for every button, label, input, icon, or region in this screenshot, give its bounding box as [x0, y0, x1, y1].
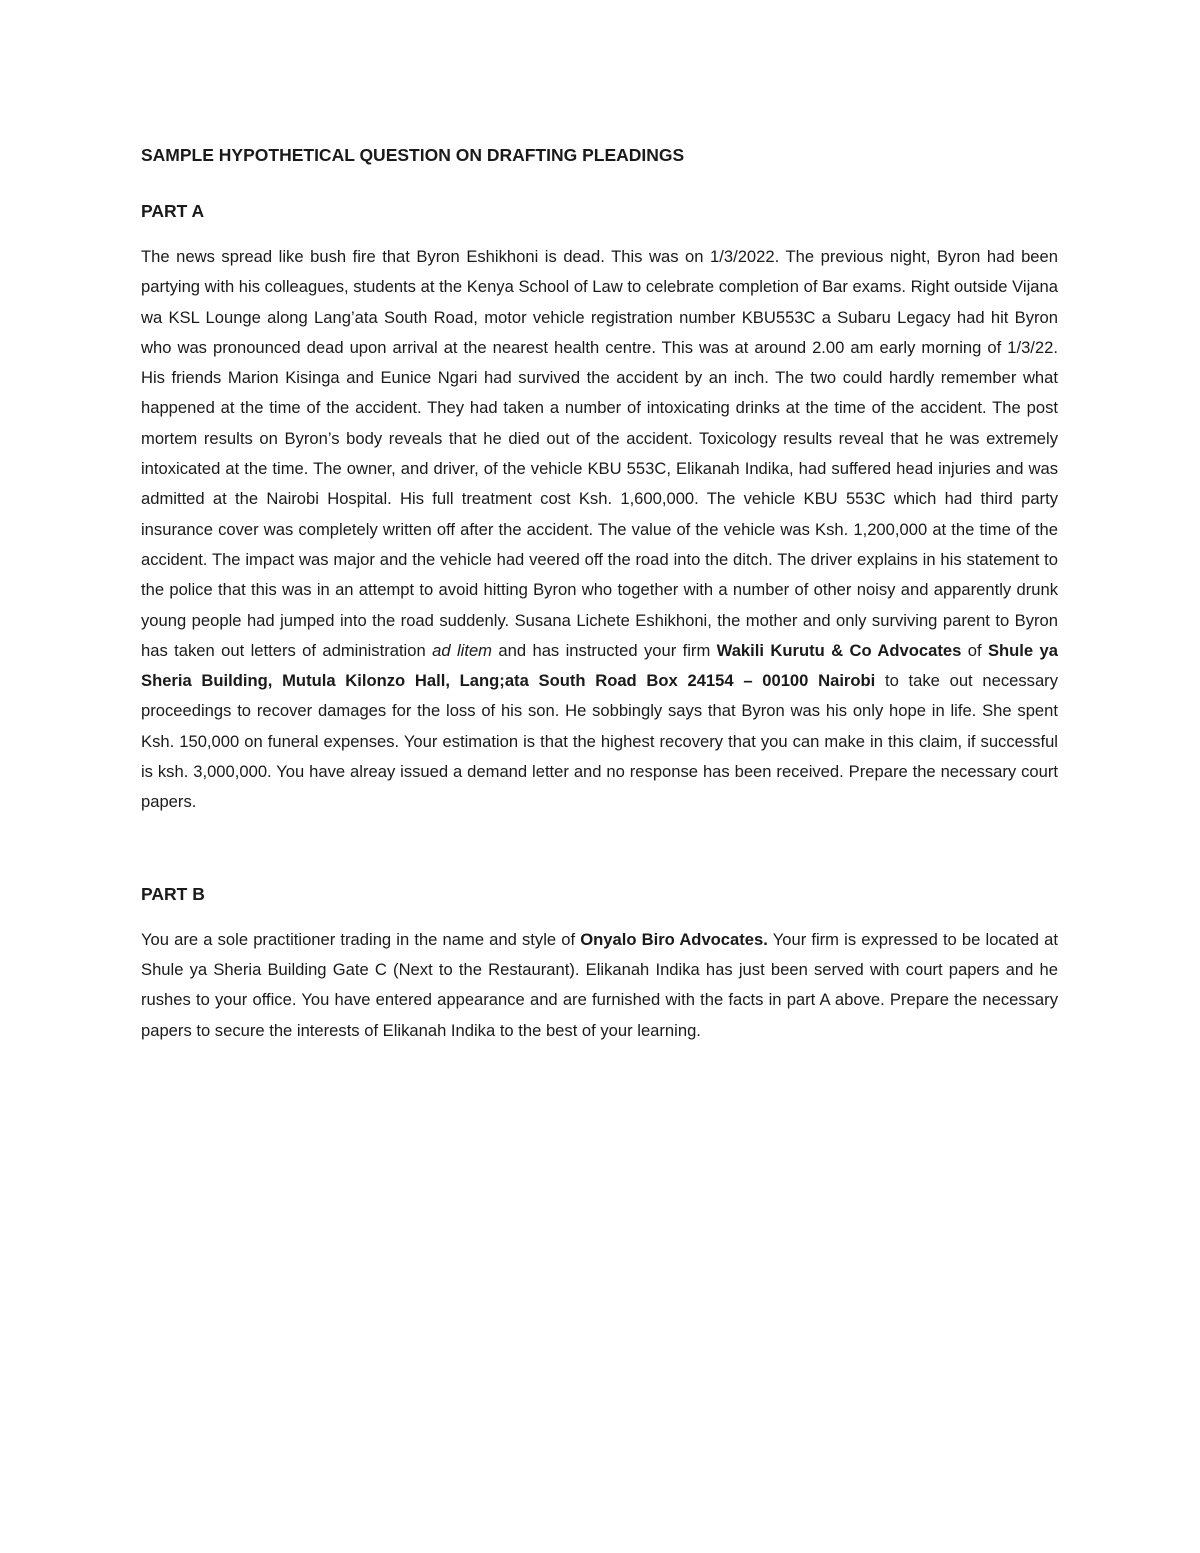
part-b-section — [141, 879, 1058, 1046]
part-a-text-4: to take out necessary proceedings to recover damages for the loss of his son. He sobbingly says that Byron was his only hope in life. She spent Ksh. 150,000 on funeral expenses. Your estimation is that the highest recovery that you can make in this claim, if successful is ksh. 3,000,000. You have alreay issued a demand letter and no response has been received. Prepare the necessary court papers. — [141, 671, 1058, 812]
part-a-text-3: of — [961, 640, 988, 660]
part-b-text-1: You are a sole practitioner trading in the name and style of — [141, 929, 581, 949]
part-a-text-1: The news spread like bush fire that Byron Eshikhoni is dead. This was on 1/3/2022. The previous night, Byron had been partying with his colleagues, students at the Kenya School of Law to celebrate completion of Bar exams. Right outside Vijana wa KSL Lounge along Lang’ata South Road, motor vehicle registration number KBU553C a Subaru Legacy had hit Byron who was pronounced dead upon arrival at the nearest health centre. This was at around 2.00 am early morning of 1/3/22. His friends Marion Kisinga and Eunice Ngari had survived the accident by an inch. The two could hardly remember what happened at the time of the accident. They had taken a number of intoxicating drinks at the time of the accident. The post mortem results on Byron’s body reveals that he died out of the accident. Toxicology results reveal that he was extremely intoxicated at the time. The owner, and driver, of the vehicle KBU 553C, Elikanah Indika, had suffered head injuries and was admitted at the Nairobi Hospital. His full treatment cost Ksh. 1,600,000. The vehicle KBU 553C which had third party insurance cover was completely written off after the accident. The value of the vehicle was Ksh. 1,200,000 at the time of the accident. The impact was major and the vehicle had veered off the road into the ditch. The driver explains in his statement to the police that this was in an attempt to avoid hitting Byron who together with a number of other noisy and apparently drunk young people had jumped into the road suddenly. Susana Lichete Eshikhoni, the mother and only surviving parent to Byron has taken out letters of administration — [141, 247, 1058, 660]
part-a-paragraph — [141, 242, 1058, 818]
part-a-heading: PART A — [141, 201, 205, 221]
section-spacer — [141, 818, 1058, 879]
part-b-text-2: Your firm is expressed to be located at Shule ya Sheria Building Gate C (Next to the Restaurant). Elikanah Indika has just been served with court papers and he rushes to your office. You have entered appearance and are furnished with the facts in part A above. Prepare the necessary papers to secure the interests of Elikanah Indika to the best of your learning. — [141, 929, 1058, 1040]
part-a-section — [141, 196, 1058, 818]
plaintiff-firm-name: Wakili Kurutu & Co Advocates — [716, 640, 962, 660]
part-b-paragraph — [141, 925, 1058, 1046]
ad-litem-term: ad litem — [432, 640, 492, 660]
document-title: SAMPLE HYPOTHETICAL QUESTION ON DRAFTING PLEADINGS — [141, 145, 685, 165]
defendant-firm-name: Onyalo Biro Advocates. — [580, 929, 768, 949]
part-a-text-2: and has instructed your firm — [492, 640, 717, 660]
document-page — [141, 140, 1058, 1046]
part-b-heading: PART B — [141, 883, 205, 904]
plaintiff-firm-address: Shule ya Sheria Building, Mutula Kilonzo Hall, Lang;ata South Road Box 24154 – 00100 Nairobi — [141, 640, 1058, 691]
